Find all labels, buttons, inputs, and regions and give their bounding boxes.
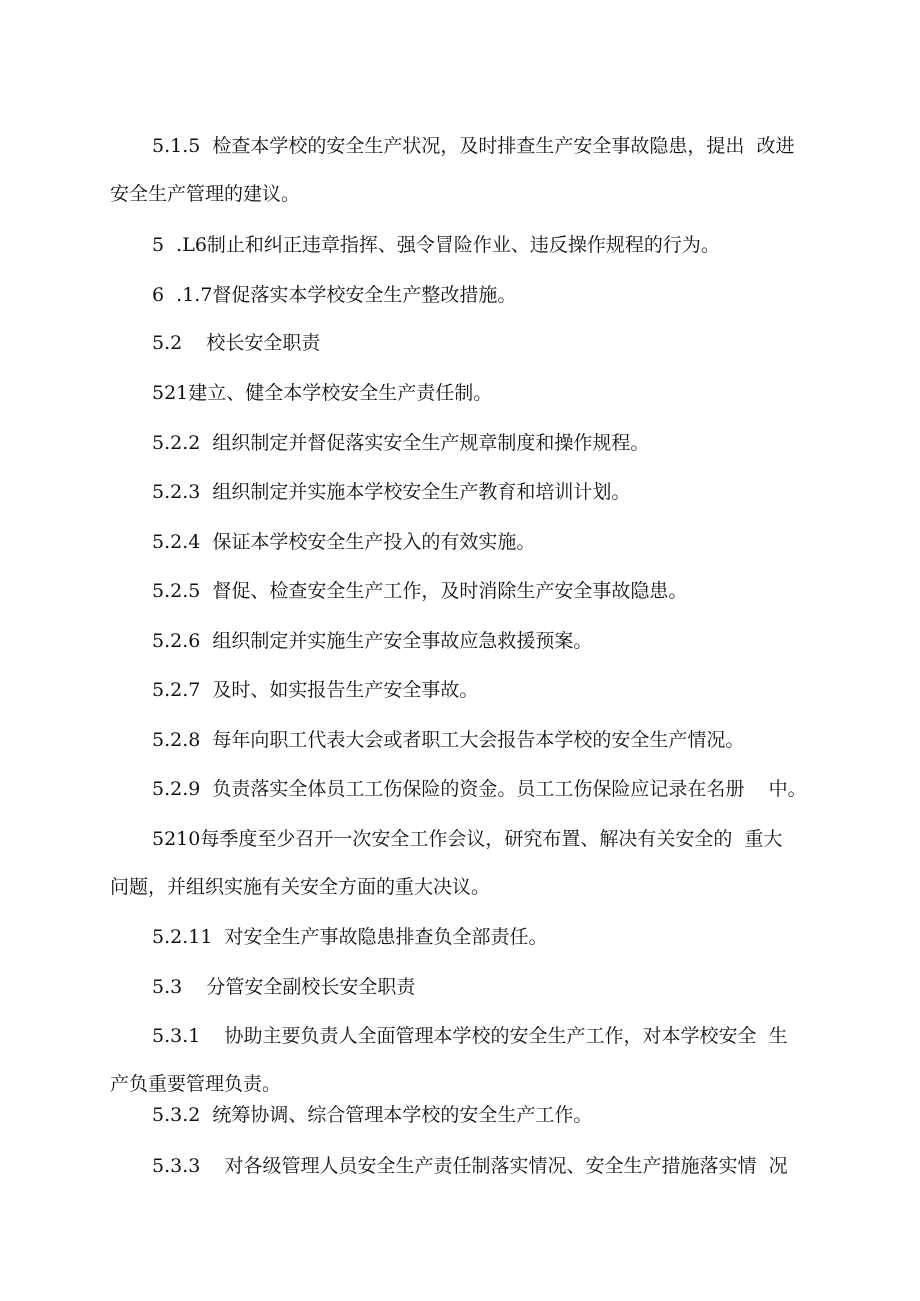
paragraph-5-3-2: 5.3.2 统筹协调、综合管理本学校的安全生产工作。 [152,1104,593,1126]
paragraph-5-2-1: 521建立、健全本学校安全生产责任制。 [152,382,493,404]
paragraph-5-2-2: 5.2.2 组织制定并督促落实安全生产规章制度和操作规程。 [152,432,650,454]
paragraph-5-3-1-continued: 产负重要管理负责。 [110,1073,282,1095]
paragraph-5-2-10-continued: 问题，并组织实施有关安全方面的重大决议。 [110,876,491,898]
paragraph-5-1-5-continued: 安全生产管理的建议。 [110,183,301,205]
paragraph-5-1-6: 5 .L6制止和纠正违章指挥、强令冒险作业、违反操作规程的行为。 [152,234,720,256]
paragraph-5-2-8: 5.2.8 每年向职工代表大会或者职工大会报告本学校的安全生产情况。 [152,729,745,751]
paragraph-5-2-4: 5.2.4 保证本学校安全生产投入的有效实施。 [152,531,536,553]
paragraph-5-2-3: 5.2.3 组织制定并实施本学校安全生产教育和培训计划。 [152,481,631,503]
paragraph-5-2-6: 5.2.6 组织制定并实施生产安全事故应急救援预案。 [152,630,593,652]
paragraph-5-3-3: 5.3.3 对各级管理人员安全生产责任制落实情况、安全生产措施落实情 况 [152,1155,788,1177]
paragraph-5-2-11: 5.2.11 对安全生产事故隐患排查负全部责任。 [152,926,548,948]
section-heading-5-3: 5.3 分管安全副校长安全职责 [152,976,416,998]
section-heading-5-2: 5.2 校长安全职责 [152,332,321,354]
paragraph-5-1-5: 5.1.5 检查本学校的安全生产状况，及时排查生产安全事故隐患，提出 改进 [152,135,795,157]
paragraph-5-2-7: 5.2.7 及时、如实报告生产安全事故。 [152,679,479,701]
paragraph-5-2-5: 5.2.5 督促、检查安全生产工作，及时消除生产安全事故隐患。 [152,580,688,602]
paragraph-5-1-7: 6 .1.7督促落实本学校安全生产整改措施。 [152,284,517,306]
paragraph-5-2-9: 5.2.9 负责落实全体员工工伤保险的资金。员工工伤保险应记录在名册 中。 [152,778,807,800]
paragraph-5-3-1: 5.3.1 协助主要负责人全面管理本学校的安全生产工作，对本学校安全 生 [152,1025,788,1047]
paragraph-5-2-10: 5210每季度至少召开一次安全工作会议，研究布置、解决有关安全的 重大 [152,828,783,850]
